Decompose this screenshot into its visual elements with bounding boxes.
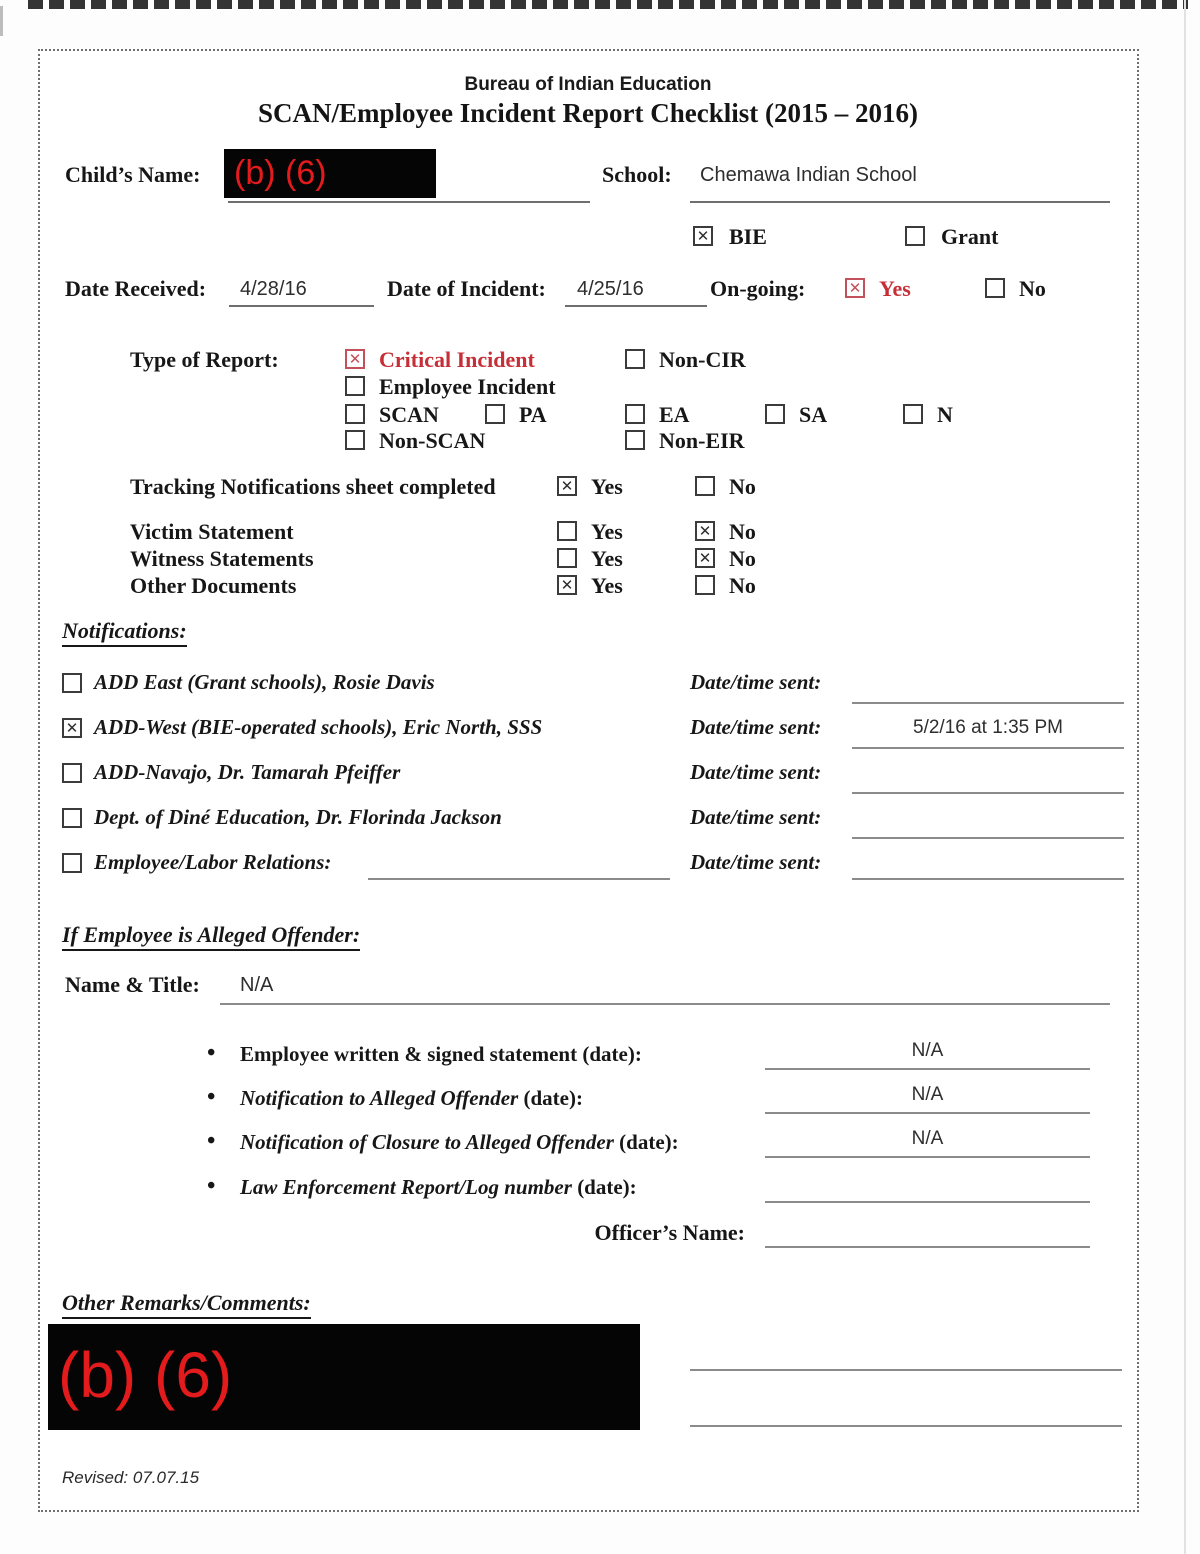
bie-checkbox[interactable] (693, 226, 713, 246)
date-of-incident-value: 4/25/16 (577, 278, 644, 300)
closure-notification-line (765, 1156, 1090, 1158)
bullet-suffix: (date): (523, 1086, 583, 1110)
bullet-label: Notification to Alleged Offender (240, 1086, 519, 1110)
employee-incident-checkbox[interactable] (345, 376, 365, 396)
victim-yes-label: Yes (591, 519, 623, 544)
employee-incident-label: Employee Incident (379, 374, 556, 399)
tracking-yes-checkbox[interactable] (557, 476, 577, 496)
critical-incident-checkbox[interactable] (345, 349, 365, 369)
grant-label: Grant (941, 224, 999, 249)
bie-label: BIE (729, 224, 767, 249)
employee-labor-label: Employee/Labor Relations: (94, 850, 332, 874)
employee-statement-line (765, 1068, 1090, 1070)
bullet-notification-offender (240, 1086, 583, 1111)
notification-offender-value: N/A (911, 1084, 944, 1105)
org-name: Bureau of Indian Education (464, 74, 712, 95)
witness-statements-label: Witness Statements (130, 546, 314, 571)
add-west-datetime-value: 5/2/16 at 1:35 PM (913, 717, 1063, 738)
witness-yes-label: Yes (591, 546, 623, 571)
non-cir-checkbox[interactable] (625, 349, 645, 369)
remarks-line-2 (690, 1425, 1122, 1427)
sa-label: SA (799, 402, 828, 427)
add-west-checkbox[interactable] (62, 718, 82, 738)
datetime-sent-label: Date/time sent: (690, 805, 822, 829)
tracking-no-checkbox[interactable] (695, 476, 715, 496)
officer-name-line (765, 1246, 1090, 1248)
employee-labor-checkbox[interactable] (62, 853, 82, 873)
non-scan-label: Non-SCAN (379, 428, 486, 453)
scan-artifact-left (0, 6, 3, 36)
date-received-label: Date Received: (65, 276, 207, 301)
name-title-label: Name & Title: (65, 972, 200, 997)
witness-no-label: No (729, 546, 756, 571)
law-enforcement-line (765, 1201, 1090, 1203)
witness-yes-checkbox[interactable] (557, 548, 577, 568)
add-east-label: ADD East (Grant schools), Rosie Davis (94, 670, 435, 694)
notification-offender-line (765, 1112, 1090, 1114)
add-navajo-label: ADD-Navajo, Dr. Tamarah Pfeiffer (94, 760, 401, 784)
revised-date: Revised: 07.07.15 (62, 1468, 200, 1487)
bullet-closure-notification (240, 1130, 679, 1155)
childs-name-redaction: (b) (6) (224, 149, 436, 198)
add-navajo-datetime-line (852, 792, 1124, 794)
other-documents-no-checkbox[interactable] (695, 575, 715, 595)
childs-name-label: Child’s Name: (65, 162, 201, 187)
officer-name-label: Officer’s Name: (594, 1220, 745, 1245)
school-label: School: (602, 162, 672, 187)
non-eir-checkbox[interactable] (625, 430, 645, 450)
non-scan-checkbox[interactable] (345, 430, 365, 450)
add-east-checkbox[interactable] (62, 673, 82, 693)
date-of-incident-label: Date of Incident: (387, 276, 546, 301)
datetime-sent-label: Date/time sent: (690, 850, 822, 874)
n-checkbox[interactable] (903, 404, 923, 424)
witness-no-checkbox[interactable] (695, 548, 715, 568)
dine-education-checkbox[interactable] (62, 808, 82, 828)
school-line (690, 201, 1110, 203)
datetime-sent-label: Date/time sent: (690, 670, 822, 694)
other-documents-yes-label: Yes (591, 573, 623, 598)
victim-no-checkbox[interactable] (695, 521, 715, 541)
bullet-suffix: (date): (577, 1175, 637, 1199)
offender-heading: If Employee is Alleged Offender: (62, 922, 360, 951)
victim-yes-checkbox[interactable] (557, 521, 577, 541)
employee-statement-value: N/A (911, 1040, 944, 1061)
bullet-label: Law Enforcement Report/Log number (240, 1175, 572, 1199)
critical-incident-label: Critical Incident (379, 347, 535, 372)
childs-name-line (228, 201, 590, 203)
scan-checkbox[interactable] (345, 404, 365, 424)
bullet-label: Employee written & signed statement (240, 1042, 578, 1066)
grant-checkbox[interactable] (905, 226, 925, 246)
date-received-line (229, 305, 374, 307)
victim-no-label: No (729, 519, 756, 544)
form-title: SCAN/Employee Incident Report Checklist (2015 – 2016) (258, 98, 918, 128)
remarks-redaction: (b) (6) (48, 1324, 640, 1430)
closure-notification-value: N/A (911, 1128, 944, 1149)
datetime-sent-label: Date/time sent: (690, 760, 822, 784)
name-title-line (220, 1003, 1110, 1005)
remarks-heading: Other Remarks/Comments: (62, 1290, 311, 1319)
tracking-label: Tracking Notifications sheet completed (130, 474, 496, 499)
non-eir-label: Non-EIR (659, 428, 745, 453)
bullet-suffix: (date): (619, 1130, 679, 1154)
name-title-value: N/A (240, 974, 274, 996)
pa-checkbox[interactable] (485, 404, 505, 424)
dine-education-label: Dept. of Diné Education, Dr. Florinda Jackson (94, 805, 502, 829)
type-of-report-label: Type of Report: (130, 347, 279, 372)
school-value: Chemawa Indian School (700, 164, 917, 186)
pa-label: PA (519, 402, 547, 427)
ongoing-label: On-going: (710, 276, 806, 301)
bullet-law-enforcement (240, 1175, 637, 1200)
ongoing-yes-label: Yes (879, 276, 911, 301)
date-received-value: 4/28/16 (240, 278, 307, 300)
dine-education-datetime-line (852, 837, 1124, 839)
remarks-line-1 (690, 1369, 1122, 1371)
ongoing-no-label: No (1019, 276, 1046, 301)
datetime-sent-label: Date/time sent: (690, 715, 822, 739)
tracking-yes-label: Yes (591, 474, 623, 499)
other-documents-no-label: No (729, 573, 756, 598)
add-west-datetime-line (852, 747, 1124, 749)
ongoing-no-checkbox[interactable] (985, 278, 1005, 298)
scan-label: SCAN (379, 402, 439, 427)
bullet-employee-statement (240, 1042, 642, 1067)
other-documents-label: Other Documents (130, 573, 297, 598)
scan-artifact-right (1184, 0, 1186, 1554)
bullet-label: Notification of Closure to Alleged Offender (240, 1130, 614, 1154)
ongoing-yes-checkbox[interactable] (845, 278, 865, 298)
add-west-label: ADD-West (BIE-operated schools), Eric North, SSS (94, 715, 543, 739)
scan-artifact-top (28, 0, 1188, 9)
victim-statement-label: Victim Statement (130, 519, 294, 544)
add-navajo-checkbox[interactable] (62, 763, 82, 783)
employee-labor-blank-line (368, 878, 670, 880)
other-documents-yes-checkbox[interactable] (557, 575, 577, 595)
notifications-heading: Notifications: (62, 618, 187, 647)
bullet-suffix: (date): (582, 1042, 642, 1066)
add-east-datetime-line (852, 702, 1124, 704)
date-of-incident-line (565, 305, 707, 307)
employee-labor-datetime-line (852, 878, 1124, 880)
n-label: N (937, 402, 953, 427)
ea-label: EA (659, 402, 690, 427)
sa-checkbox[interactable] (765, 404, 785, 424)
ea-checkbox[interactable] (625, 404, 645, 424)
tracking-no-label: No (729, 474, 756, 499)
non-cir-label: Non-CIR (659, 347, 746, 372)
